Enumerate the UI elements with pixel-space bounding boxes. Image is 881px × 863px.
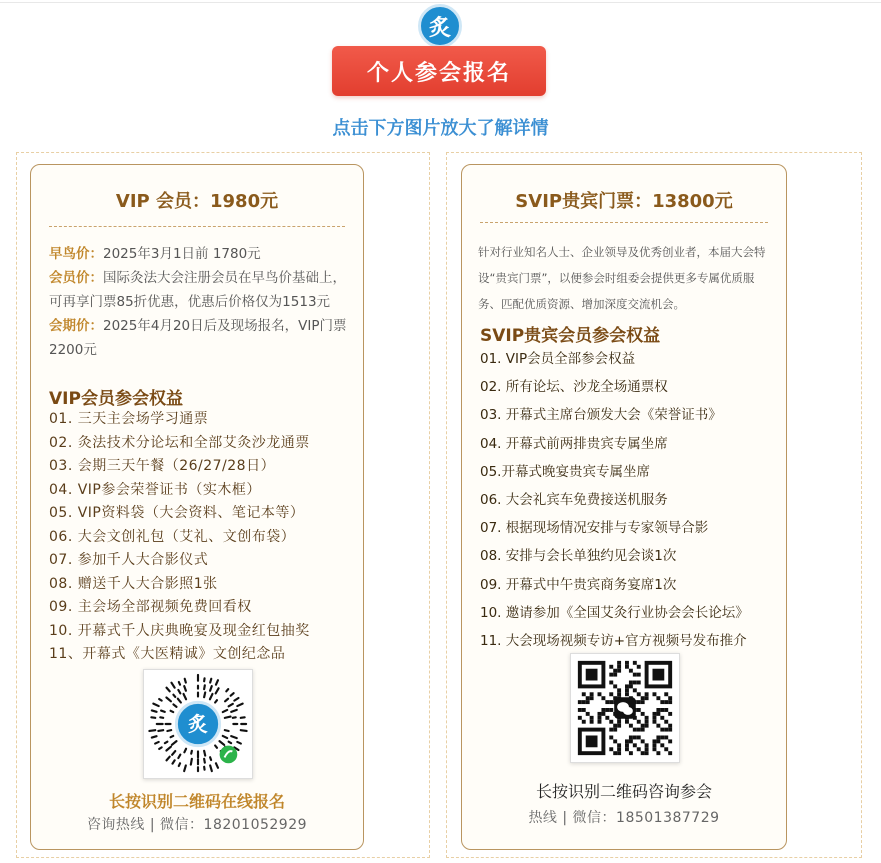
svip-wechat-qr-code[interactable] xyxy=(570,653,680,763)
vip-benefit-item: 09. 主会场全部视频免费回看权 xyxy=(49,599,252,615)
divider xyxy=(49,226,345,227)
vip-title: VIP 会员：1980元 xyxy=(115,191,279,212)
vip-benefit-item: 07. 参加千人大合影仪式 xyxy=(49,552,209,568)
svip-benefit-item: 10. 邀请参加《全国艾灸行业协会会长论坛》 xyxy=(480,604,749,621)
svip-benefits-list xyxy=(480,345,749,655)
vip-benefit-item: 05. VIP资料袋（大会资料、笔记本等） xyxy=(49,505,305,521)
svip-benefit-item: 01. VIP会员全部参会权益 xyxy=(480,351,636,367)
period-price: 会期价：2025年4月20日后及现场报名，VIP门票2200元 xyxy=(49,318,347,358)
vip-card[interactable] xyxy=(30,164,364,850)
divider xyxy=(480,222,768,223)
vip-benefit-item: 04. VIP参会荣誉证书（实木框） xyxy=(49,481,261,498)
svip-benefit-item: 11. 大会现场视频专访+官方视频号发布推介 xyxy=(480,632,747,649)
svip-benefit-item: 02. 所有论坛、沙龙全场通票权 xyxy=(480,379,668,396)
moxibustion-logo-icon: 炙 xyxy=(418,4,462,48)
zoom-hint-text: 点击下方图片放大了解详情 xyxy=(332,118,549,139)
member-price: 会员价：国际灸法大会注册会员在早鸟价基础上，可再享门票85折优惠，优惠后价格仅为1513元 xyxy=(49,270,346,310)
svip-benefit-item: 03. 开幕式主席台颁发大会《荣誉证书》 xyxy=(480,407,722,424)
svg-text:炙: 炙 xyxy=(188,712,208,736)
svip-contact: 热线 | 微信：18501387729 xyxy=(528,810,720,826)
vip-qr-caption: 长按识别二维码在线报名 xyxy=(108,792,285,811)
vip-pricing xyxy=(49,242,349,362)
vip-benefit-item: 03. 会期三天午餐（26/27/28日） xyxy=(49,458,276,474)
svip-benefit-item: 04. 开幕式前两排贵宾专属坐席 xyxy=(480,435,668,452)
vip-mini-program-qr-code[interactable] xyxy=(143,669,253,779)
vip-benefit-item: 01. 三天主会场学习通票 xyxy=(49,411,209,427)
svip-benefit-item: 09. 开幕式中午贵宾商务宴席1次 xyxy=(480,576,677,593)
top-border xyxy=(0,2,881,3)
svip-qr-caption: 长按识别二维码咨询参会 xyxy=(535,782,712,801)
early-bird-price: 早鸟价：2025年3月1日前 1780元 xyxy=(49,246,261,262)
svip-card[interactable] xyxy=(461,164,787,850)
vip-contact: 咨询热线 | 微信：18201052929 xyxy=(86,817,308,833)
vip-benefit-item: 08. 赠送千人大合影照1张 xyxy=(49,575,218,592)
svip-title: SVIP贵宾门票：13800元 xyxy=(515,191,733,212)
personal-registration-button[interactable]: 个人参会报名 xyxy=(332,46,546,96)
vip-benefit-item: 06. 大会文创礼包（艾礼、文创布袋） xyxy=(49,528,296,545)
svip-benefit-item: 06. 大会礼宾车免费接送机服务 xyxy=(480,491,668,508)
svip-intro: 针对行业知名人士、企业领导及优秀创业者，本届大会特设“贵宾门票”，以便参会时组委会提供更多专属优质服务、匹配优质资源、增加深度交流机会。 xyxy=(478,245,766,311)
vip-benefits-title: VIP会员参会权益 xyxy=(49,389,183,409)
svip-benefit-item: 08. 安排与会长单独约见会谈1次 xyxy=(480,548,677,565)
vip-benefit-item: 02. 灸法技术分论坛和全部艾灸沙龙通票 xyxy=(49,434,310,451)
svip-benefits-title: SVIP贵宾会员参会权益 xyxy=(480,326,661,346)
svip-benefit-item: 05.开幕式晚宴贵宾专属坐席 xyxy=(480,463,650,480)
vip-benefits-list xyxy=(49,408,310,667)
svip-benefit-item: 07. 根据现场情况安排与专家领导合影 xyxy=(480,520,709,537)
vip-benefit-item: 10. 开幕式千人庆典晚宴及现金红包抽奖 xyxy=(49,622,310,639)
vip-benefit-item: 11、开幕式《大医精诚》文创纪念品 xyxy=(49,646,286,662)
